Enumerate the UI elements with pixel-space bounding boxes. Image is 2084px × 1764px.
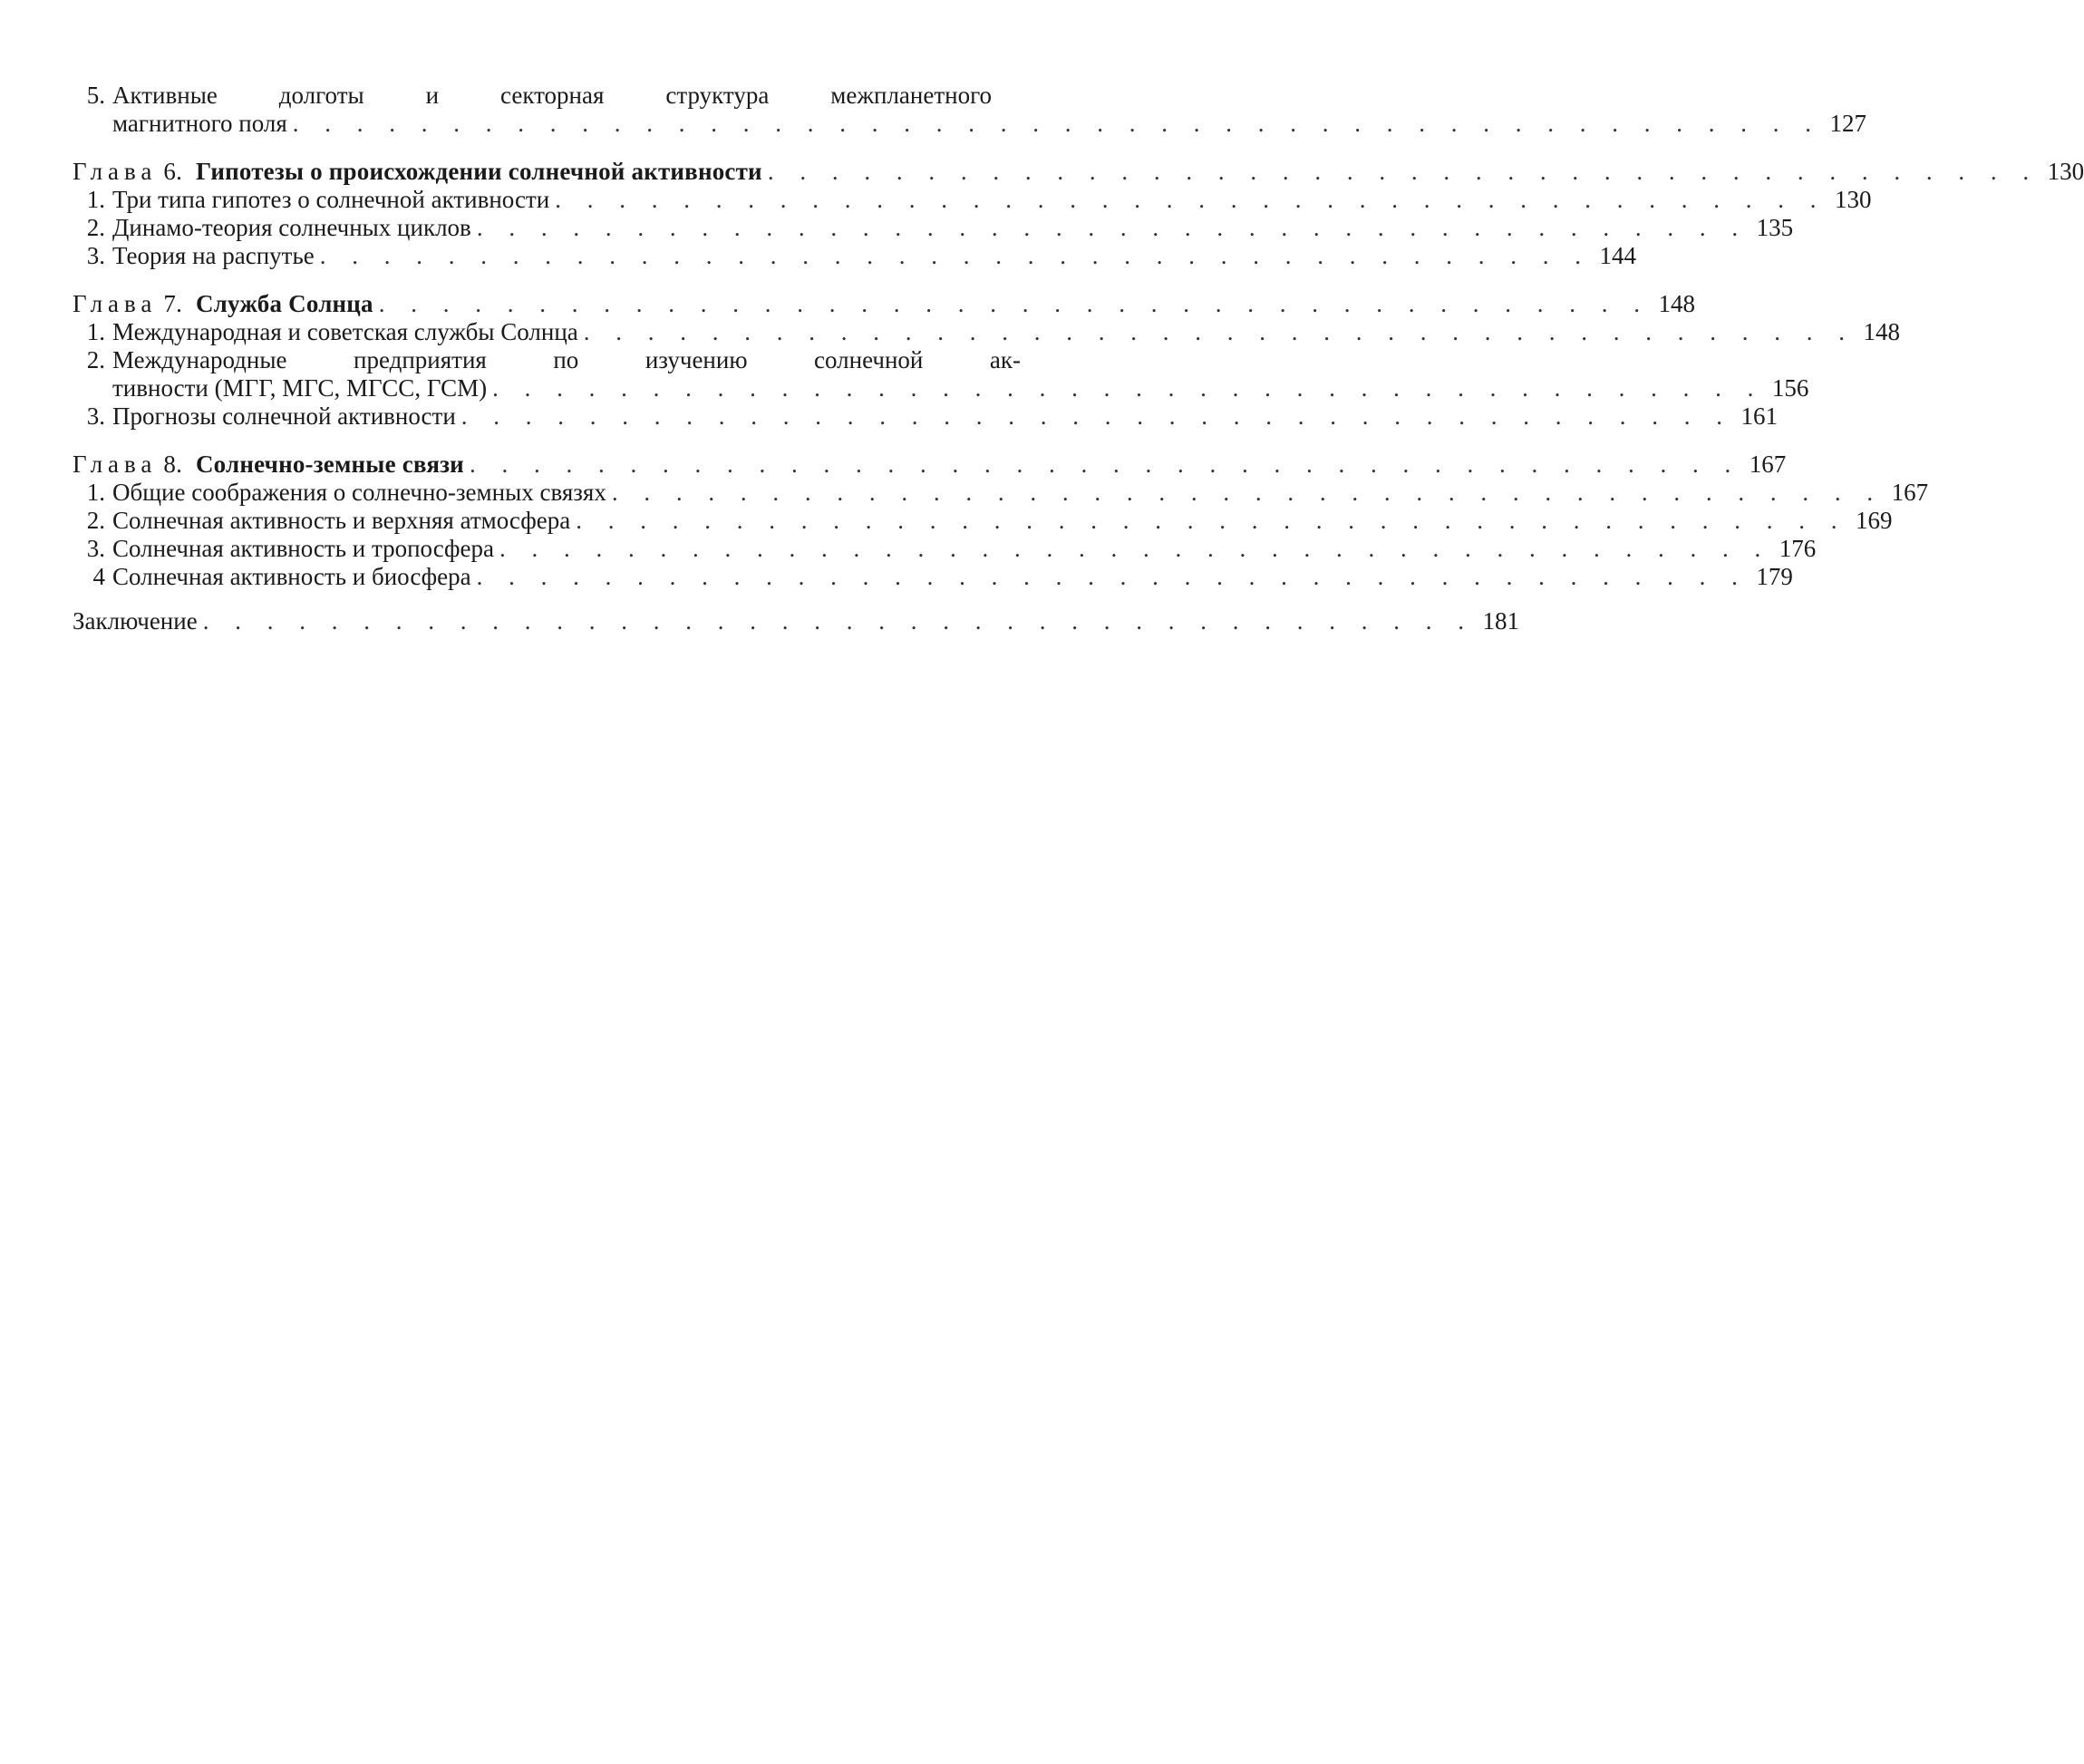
conclusion-title: Заключение [73,607,198,635]
page-number: 127 [1829,110,1866,137]
toc-section-5 [73,82,1866,138]
dot-leader: . . . . . . . . . . . . . . . . . . . . . . . . . . . . . . . . . . . . . . . . [476,563,1748,590]
section-title: Теория на распутье [112,242,315,269]
chapter-title: Служба Солнца [195,290,373,317]
chapter-number: 8. [163,451,183,478]
toc-conclusion [73,607,1519,635]
section-number: 2. [86,214,105,241]
section-number: 2. [86,346,105,373]
section-title: Динамо-теория солнечных циклов [112,214,471,241]
chapter-label: Глава [73,158,158,185]
toc-section-7-3 [73,402,1779,431]
page-number: 167 [1749,451,1787,478]
section-number: 1. [86,186,105,213]
toc-chapter-8 [73,451,1787,479]
section-title: Солнечная активность и тропосфера [112,535,495,562]
chapter-title: Гипотезы о происхождении солнечной активности [195,158,762,185]
dot-leader: . . . . . . . . . . . . . . . . . . . . . . . . . . . . . . . . . . . . . . . . [476,214,1749,241]
section-title: Прогнозы солнечной активности [112,402,456,430]
dot-leader: . . . . . . . . . . . . . . . . . . . . . . . . . . . . . . . . . . . . . . . . [202,607,1474,635]
section-title-line2: магнитного поля [112,110,287,137]
section-number: 3. [86,402,105,430]
page-number: 148 [1863,318,1901,345]
dot-leader: . . . . . . . . . . . . . . . . . . . . . . . . . . . . . . . . . . . . . . . . [767,158,2040,185]
toc-section-8-1 [73,479,1929,507]
page-number: 167 [1891,479,1929,506]
page-number: 156 [1771,374,1809,402]
section-title-line1: Активные долготы и секторная структура межпланетного [112,82,992,109]
page-number: 179 [1756,563,1793,590]
toc-section-6-2 [73,214,1794,242]
section-number: 4 [92,563,105,590]
section-number: 3. [86,242,105,269]
toc-chapter-6 [73,158,2084,186]
toc-chapter-7 [73,290,1696,318]
section-number: 3. [86,535,105,562]
section-number: 1. [86,318,105,345]
page-number: 169 [1855,507,1893,534]
section-number: 5. [86,82,105,109]
toc-section-7-2 [73,346,1809,402]
section-number: 1. [86,479,105,506]
chapter-number: 7. [163,290,183,317]
toc-section-8-2 [73,507,1893,535]
section-title-line1: Международные предприятия по изучению солнечной ак- [112,346,1021,373]
page-number: 176 [1779,535,1817,562]
page-number: 144 [1599,242,1637,269]
dot-leader: . . . . . . . . . . . . . . . . . . . . . . . . . . . . . . . . . . . . . . . . [460,402,1733,430]
dot-leader: . . . . . . . . . . . . . . . . . . . . . . . . . . . . . . . . . . . . . . . . . . . . . . . . [292,110,1821,137]
toc-section-8-4 [73,563,1793,591]
section-title: Солнечная активность и верхняя атмосфера [112,507,571,534]
toc-section-6-1 [73,186,1872,214]
table-of-contents [73,82,2084,635]
toc-section-6-3 [73,242,1637,270]
dot-leader: . . . . . . . . . . . . . . . . . . . . . . . . . . . . . . . . . . . . . . . . [378,290,1651,317]
page-number: 161 [1740,402,1779,430]
toc-section-8-3 [73,535,1817,563]
section-title: Три типа гипотез о солнечной активности [112,186,550,213]
section-title-line2: тивности (МГГ, МГС, МГСС, ГСМ) [112,374,488,402]
page-number: 135 [1756,214,1794,241]
section-number: 2. [86,507,105,534]
chapter-title: Солнечно-земные связи [195,451,464,478]
dot-leader: . . . . . . . . . . . . . . . . . . . . . . . . . . . . . . . . . . . . . . . . [469,451,1741,478]
dot-leader: . . . . . . . . . . . . . . . . . . . . . . . . . . . . . . . . . . . . . . . . [499,535,1771,562]
chapter-label: Глава [73,290,158,317]
page-number: 130 [2047,158,2084,185]
page-number: 181 [1482,607,1519,635]
section-title: Международная и советская службы Солнца [112,318,578,345]
dot-leader: . . . . . . . . . . . . . . . . . . . . . . . . . . . . . . . . . . . . . . . . [611,479,1884,506]
dot-leader: . . . . . . . . . . . . . . . . . . . . . . . . . . . . . . . . . . . . . . . . [492,374,1764,402]
dot-leader: . . . . . . . . . . . . . . . . . . . . . . . . . . . . . . . . . . . . . . . . [576,507,1847,534]
toc-section-7-1 [73,318,1901,346]
section-title: Общие соображения о солнечно-земных связях [112,479,606,506]
dot-leader: . . . . . . . . . . . . . . . . . . . . . . . . . . . . . . . . . . . . . . . . [555,186,1827,213]
dot-leader: . . . . . . . . . . . . . . . . . . . . . . . . . . . . . . . . . . . . . . . . [583,318,1856,345]
page-number: 130 [1834,186,1872,213]
chapter-label: Глава [73,451,158,478]
chapter-number: 6. [163,158,183,185]
page-number: 148 [1658,290,1696,317]
dot-leader: . . . . . . . . . . . . . . . . . . . . . . . . . . . . . . . . . . . . . . . . [319,242,1592,269]
section-title: Солнечная активность и биосфера [112,563,471,590]
